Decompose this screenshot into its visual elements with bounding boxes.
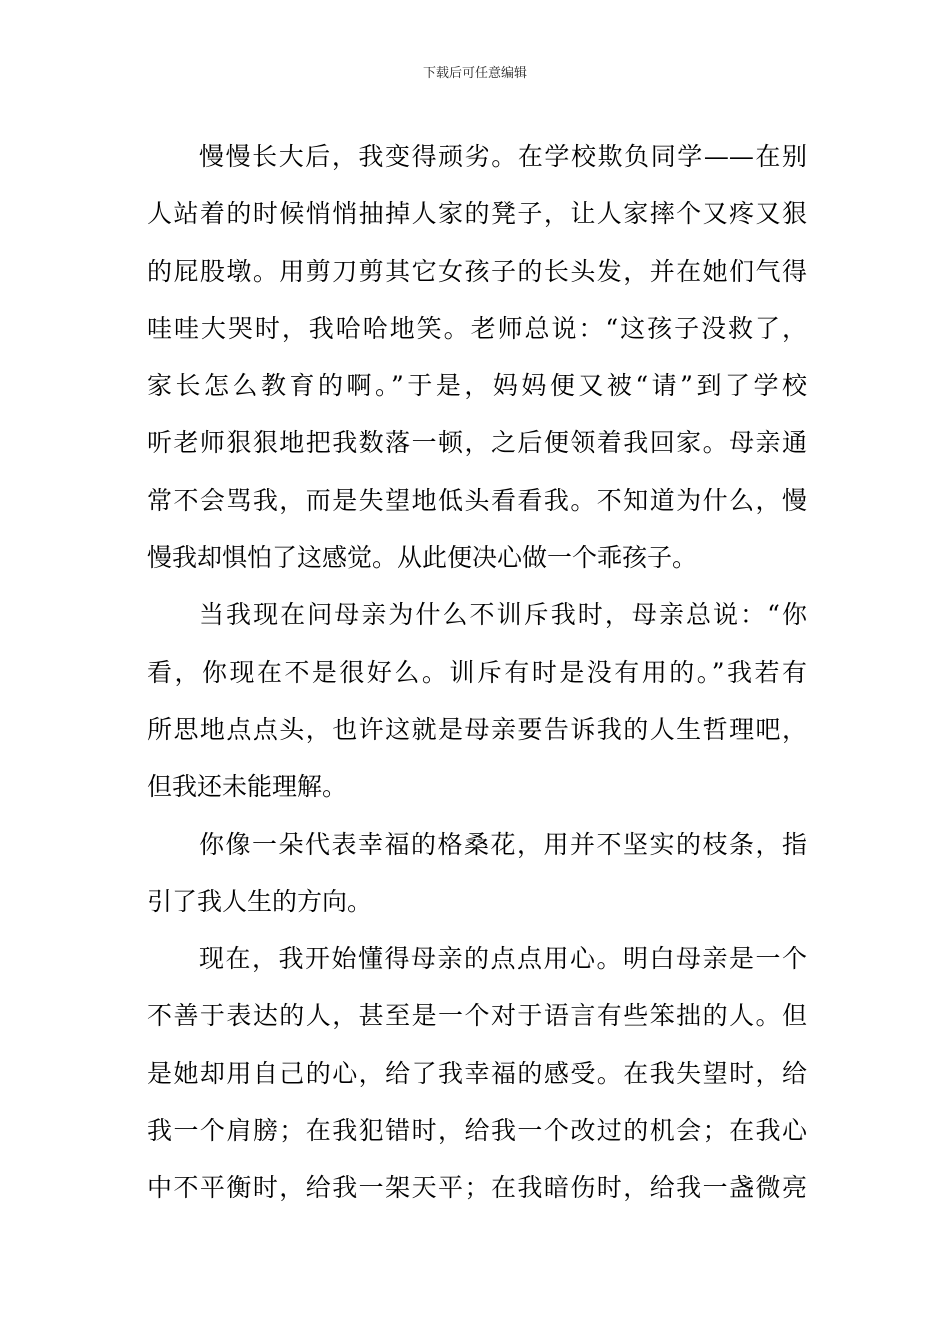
text-line: 但我还未能理解。 (147, 772, 348, 802)
text-line: 听老师狠狠地把我数落一顿，之后便领着我回家。母亲通 (147, 428, 807, 458)
text-line: 不善于表达的人，甚至是一个对于语言有些笨拙的人。但 (147, 1001, 807, 1031)
text-line: 所思地点点头，也许这就是母亲要告诉我的人生哲理吧， (147, 714, 807, 744)
text-line: 的屁股墩。用剪刀剪其它女孩子的长头发，并在她们气得 (147, 256, 807, 286)
text-line: 哇哇大哭时，我哈哈地笑。老师总说：“这孩子没救了， (147, 313, 807, 343)
text-line: 看，你现在不是很好么。训斥有时是没有用的。”我若有 (147, 657, 807, 687)
text-line: 引了我人生的方向。 (147, 886, 373, 916)
body-text (147, 128, 807, 1217)
text-line: 当我现在问母亲为什么不训斥我时，母亲总说：“你 (199, 600, 807, 630)
page-header-note: 下载后可任意编辑 (422, 66, 527, 81)
text-line: 中不平衡时，给我一架天平；在我暗伤时，给我一盏微亮 (147, 1173, 807, 1203)
text-line: 人站着的时候悄悄抽掉人家的凳子，让人家摔个又疼又狠 (147, 199, 807, 229)
text-line: 慢慢长大后，我变得顽劣。在学校欺负同学——在别 (199, 142, 807, 171)
text-line: 我一个肩膀；在我犯错时，给我一个改过的机会；在我心 (147, 1116, 807, 1146)
text-line: 现在，我开始懂得母亲的点点用心。明白母亲是一个 (199, 944, 807, 974)
text-line: 常不会骂我，而是失望地低头看看我。不知道为什么，慢 (147, 485, 807, 515)
text-line: 是她却用自己的心，给了我幸福的感受。在我失望时，给 (147, 1058, 807, 1088)
text-line: 你像一朵代表幸福的格桑花，用并不坚实的枝条，指 (199, 829, 807, 859)
text-line: 慢我却惧怕了这感觉。从此便决心做一个乖孩子。 (147, 543, 698, 573)
text-line: 家长怎么教育的啊。”于是，妈妈便又被“请”到了学校 (147, 371, 807, 401)
